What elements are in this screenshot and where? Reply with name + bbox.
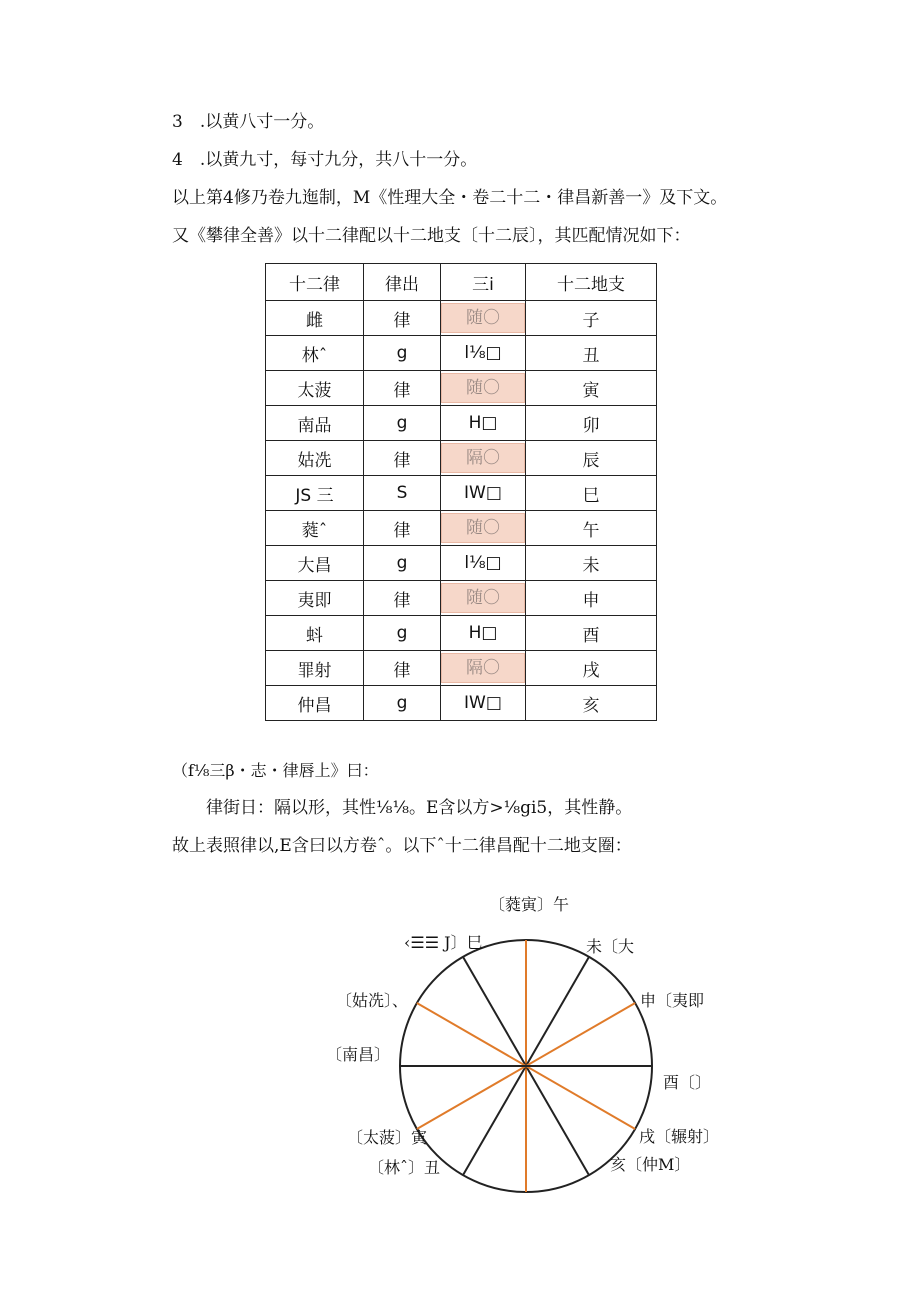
yinyang-highlight: 随〇 xyxy=(441,373,525,403)
cell-type: g xyxy=(364,336,441,371)
cell-lu: 太菠 xyxy=(266,371,364,406)
cell-type: S xyxy=(364,476,441,511)
text-line-3: 以上第4修乃卷九迤制，M《性理大全・卷二十二・律昌新善一》及下文。 xyxy=(172,188,728,208)
header-yinyang: 三i xyxy=(441,264,526,301)
table-row xyxy=(266,616,657,651)
cell-type: g xyxy=(364,406,441,441)
yinyang-highlight: 隔〇 xyxy=(441,653,525,683)
cell-type: 律 xyxy=(364,301,441,336)
cell-type: 律 xyxy=(364,651,441,686)
text-line-4: 又《攀律全善》以十二律配以十二地支〔十二辰〕，其匹配情况如下： xyxy=(172,226,691,246)
cell-lu: 蕤ˆ xyxy=(266,511,364,546)
table-row xyxy=(266,476,657,511)
text-line-7: 故上表照律以,E含曰以方卷ˆ。以下ˆ十二律昌配十二地支圈： xyxy=(172,836,632,856)
label-hai: 亥〔仲M〕 xyxy=(610,1155,691,1174)
cell-type: g xyxy=(364,616,441,651)
cell-branch: 午 xyxy=(526,511,657,546)
cell-type: g xyxy=(364,546,441,581)
cell-branch: 辰 xyxy=(526,441,657,476)
cell-type: 律 xyxy=(364,371,441,406)
cell-yinyang: IW□ xyxy=(441,476,526,511)
label-xu: 戌〔辗射〕 xyxy=(639,1127,720,1146)
table-header-row xyxy=(266,264,657,301)
cell-lu: 仲昌 xyxy=(266,686,364,721)
text-line-1: 3 .以黄八寸一分。 xyxy=(172,112,325,132)
cell-yinyang xyxy=(441,301,526,336)
cell-yinyang: IW□ xyxy=(441,686,526,721)
label-wu: 〔蕤寅〕午 xyxy=(489,895,570,914)
cell-yinyang xyxy=(441,371,526,406)
cell-lu: JS 三 xyxy=(266,476,364,511)
cell-yinyang: H□ xyxy=(441,406,526,441)
cell-branch: 申 xyxy=(526,581,657,616)
header-lu-type: 律出 xyxy=(364,264,441,301)
label-mao: 〔南昌〕 xyxy=(326,1045,391,1064)
cell-type: g xyxy=(364,686,441,721)
cell-yinyang xyxy=(441,651,526,686)
cell-yinyang xyxy=(441,441,526,476)
cell-branch: 卯 xyxy=(526,406,657,441)
lu-branch-table xyxy=(265,263,657,721)
table-row xyxy=(266,301,657,336)
cell-yinyang: l⅛□ xyxy=(441,546,526,581)
cell-branch: 巳 xyxy=(526,476,657,511)
cell-lu: 雌 xyxy=(266,301,364,336)
cell-branch: 未 xyxy=(526,546,657,581)
text-line-6: 律街日：隔以形，其性⅛⅛。E含以方>⅛gi5，其性静。 xyxy=(206,798,633,818)
text-line-2: 4 .以黄九寸，每寸九分，共八十一分。 xyxy=(172,150,478,170)
header-twelve-lu: 十二律 xyxy=(266,264,364,301)
cell-branch: 亥 xyxy=(526,686,657,721)
cell-type: 律 xyxy=(364,581,441,616)
text-line-5: （f⅛三β・志・律唇上》曰： xyxy=(172,761,379,780)
cell-lu: 林ˆ xyxy=(266,336,364,371)
yinyang-highlight: 随〇 xyxy=(441,513,525,543)
yinyang-highlight: 随〇 xyxy=(441,583,525,613)
label-wei: 未〔大 xyxy=(586,937,635,956)
cell-yinyang xyxy=(441,511,526,546)
cell-yinyang: l⅛□ xyxy=(441,336,526,371)
cell-type: 律 xyxy=(364,441,441,476)
cell-branch: 寅 xyxy=(526,371,657,406)
label-chou: 〔林ˆ〕丑 xyxy=(368,1158,441,1177)
label-chen: 〔姑冼〕、 xyxy=(336,991,409,1010)
cell-lu: 蚪 xyxy=(266,616,364,651)
cell-branch: 丑 xyxy=(526,336,657,371)
table-row xyxy=(266,371,657,406)
cell-branch: 酉 xyxy=(526,616,657,651)
yinyang-highlight: 隔〇 xyxy=(441,443,525,473)
cell-lu: 大昌 xyxy=(266,546,364,581)
header-earthly-branch: 十二地支 xyxy=(526,264,657,301)
table-row xyxy=(266,686,657,721)
lu-branch-wheel xyxy=(0,880,920,1301)
cell-branch: 子 xyxy=(526,301,657,336)
table-row xyxy=(266,651,657,686)
label-si: ‹☰☰ J〕巳 xyxy=(404,933,483,952)
label-yin: 〔太菠〕寅 xyxy=(347,1128,428,1147)
cell-type: 律 xyxy=(364,511,441,546)
cell-lu: 南品 xyxy=(266,406,364,441)
label-you: 酉〔〕 xyxy=(663,1073,712,1092)
cell-branch: 戌 xyxy=(526,651,657,686)
table-row xyxy=(266,336,657,371)
cell-yinyang: H□ xyxy=(441,616,526,651)
table-row xyxy=(266,581,657,616)
table-row xyxy=(266,511,657,546)
cell-lu: 夷即 xyxy=(266,581,364,616)
table-row xyxy=(266,406,657,441)
cell-lu: 姑冼 xyxy=(266,441,364,476)
table-row xyxy=(266,441,657,476)
cell-yinyang xyxy=(441,581,526,616)
cell-lu: 罪射 xyxy=(266,651,364,686)
label-shen: 申〔夷即 xyxy=(640,991,705,1010)
table-row xyxy=(266,546,657,581)
yinyang-highlight: 随〇 xyxy=(441,303,525,333)
